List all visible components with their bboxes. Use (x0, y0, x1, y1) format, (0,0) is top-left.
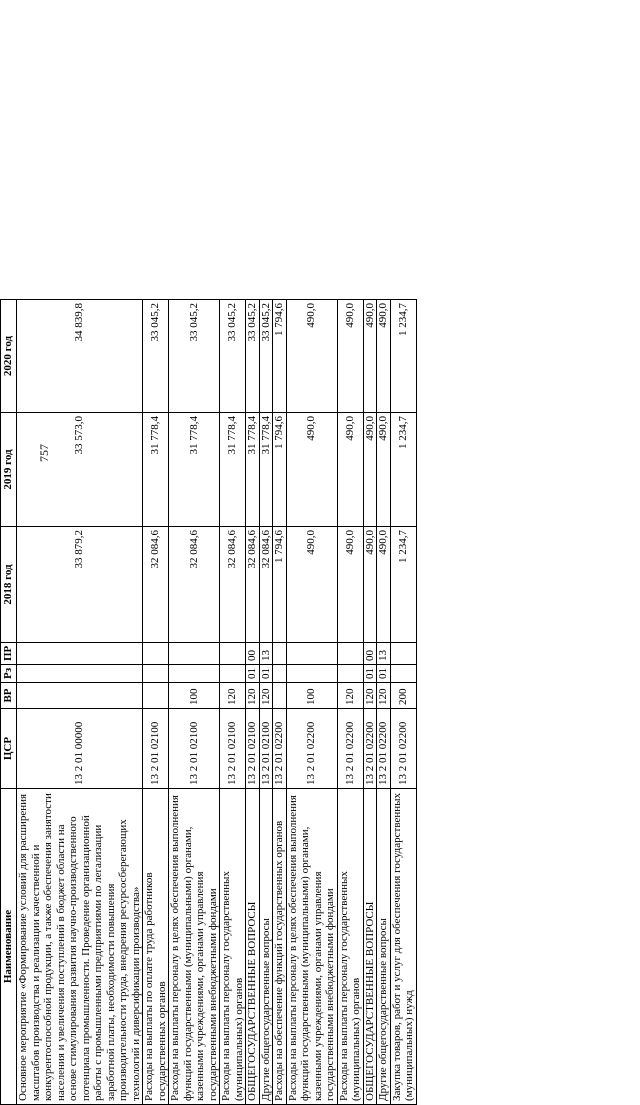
row-2018: 32 084,6 (259, 527, 273, 643)
row-rz (169, 665, 220, 683)
header-csr: ЦСР (1, 709, 17, 789)
row-2020: 1 794,6 (273, 300, 287, 413)
row-name: Закупка товаров, работ и услуг для обеспечения государственных (муниципальных) нужд (390, 789, 416, 1105)
row-2020: 33 045,2 (169, 300, 220, 413)
table-row (390, 300, 416, 1105)
row-rz: 01 (377, 665, 391, 683)
row-2020: 490,0 (377, 300, 391, 413)
row-2020: 490,0 (337, 300, 363, 413)
row-name: Другие общегосударственные вопросы (259, 789, 273, 1105)
row-2019: 31 778,4 (259, 413, 273, 527)
row-2019: 31 778,4 (220, 413, 246, 527)
row-2019: 490,0 (363, 413, 377, 527)
header-vr: ВР (1, 683, 17, 709)
row-csr: 13 2 01 02100 (143, 709, 169, 789)
row-2018: 32 084,6 (143, 527, 169, 643)
row-2020: 33 045,2 (246, 300, 260, 413)
row-vr (143, 683, 169, 709)
row-2018: 490,0 (286, 527, 337, 643)
table-row (337, 300, 363, 1105)
row-2019: 490,0 (377, 413, 391, 527)
row-csr: 13 2 01 02200 (286, 709, 337, 789)
row-2019: 31 778,4 (143, 413, 169, 527)
row-csr: 13 2 01 02100 (246, 709, 260, 789)
row-name: Расходы на выплаты персоналу в целях обеспечения выполнения функций государственными (муниципальными) органами, казенными учреждениями, органами управления государственными внебюджетными фондами (169, 789, 220, 1105)
table-header-row (1, 300, 17, 1105)
table-row (143, 300, 169, 1105)
row-rz: 01 (259, 665, 273, 683)
row-rz: 01 (363, 665, 377, 683)
row-2019: 31 778,4 (169, 413, 220, 527)
row-vr: 120 (220, 683, 246, 709)
row-vr (273, 683, 287, 709)
header-rz: Рз (1, 665, 17, 683)
row-name: Расходы на выплаты персоналу в целях обеспечения выполнения функций государственными (муниципальными) органами, казенными учреждениями, органами управления государственными внебюджетными фондами (286, 789, 337, 1105)
row-rz (17, 665, 143, 683)
row-2018: 490,0 (363, 527, 377, 643)
row-rz (337, 665, 363, 683)
row-pr: 00 (363, 643, 377, 665)
row-rz: 01 (246, 665, 260, 683)
row-csr: 13 2 01 02200 (273, 709, 287, 789)
row-2020: 34 839,8 (17, 300, 143, 413)
rotated-page-content (0, 300, 503, 1105)
row-name: Расходы на выплаты по оплате труда работников государственных органов (143, 789, 169, 1105)
row-2020: 33 045,2 (143, 300, 169, 413)
row-rz (286, 665, 337, 683)
row-2019: 1 234,7 (390, 413, 416, 527)
row-name: Основное мероприятие «Формирование условий для расширения масштабов производства и реализации качественной и конкурентоспособной продукции, а также обеспечения занятости населения и увеличения поступлений в бюджет области на основе стимулирования развития научно-производственного потенциала промышленности. Проведение организационной работы с промышленными предприятиями по легализации заработной платы, необходимости повышения производительности труда, внедрения ресурсосберегающих технологий и диверсификации производства» (17, 789, 143, 1105)
header-2018: 2018 год (1, 527, 17, 643)
row-2019: 490,0 (337, 413, 363, 527)
table-row (220, 300, 246, 1105)
row-2020: 490,0 (286, 300, 337, 413)
row-rz (220, 665, 246, 683)
row-vr: 120 (377, 683, 391, 709)
row-csr: 13 2 01 02200 (390, 709, 416, 789)
row-2018: 32 084,6 (220, 527, 246, 643)
row-2019: 490,0 (286, 413, 337, 527)
header-name: Наименование (1, 789, 17, 1105)
header-pr: ПР (1, 643, 17, 665)
header-2020: 2020 год (1, 300, 17, 413)
row-pr: 00 (246, 643, 260, 665)
row-2019: 31 778,4 (246, 413, 260, 527)
row-csr: 13 2 01 02100 (259, 709, 273, 789)
row-pr (390, 643, 416, 665)
row-name: Другие общегосударственные вопросы (377, 789, 391, 1105)
row-vr: 120 (337, 683, 363, 709)
row-name: ОБЩЕГОСУДАРСТВЕННЫЕ ВОПРОСЫ (363, 789, 377, 1105)
table-row (246, 300, 260, 1105)
row-pr (169, 643, 220, 665)
row-csr: 13 2 01 00000 (17, 709, 143, 789)
row-2019: 33 573,0 (17, 413, 143, 527)
row-2018: 1 794,6 (273, 527, 287, 643)
row-2019: 1 794,6 (273, 413, 287, 527)
row-pr (17, 643, 143, 665)
row-csr: 13 2 01 02200 (377, 709, 391, 789)
row-pr (286, 643, 337, 665)
row-2020: 33 045,2 (220, 300, 246, 413)
row-pr (143, 643, 169, 665)
row-vr: 120 (363, 683, 377, 709)
row-name: Расходы на выплаты персоналу государственных (муниципальных) органов (337, 789, 363, 1105)
table-row (286, 300, 337, 1105)
row-2018: 32 084,6 (169, 527, 220, 643)
row-pr (337, 643, 363, 665)
row-pr (220, 643, 246, 665)
row-name: Расходы на выплаты персоналу государственных (муниципальных) органов (220, 789, 246, 1105)
row-pr (273, 643, 287, 665)
row-vr: 120 (246, 683, 260, 709)
table-row (169, 300, 220, 1105)
row-csr: 13 2 01 02200 (363, 709, 377, 789)
row-2018: 490,0 (337, 527, 363, 643)
row-vr: 100 (169, 683, 220, 709)
page-number: 757 (37, 444, 51, 462)
row-name: ОБЩЕГОСУДАРСТВЕННЫЕ ВОПРОСЫ (246, 789, 260, 1105)
table-row (259, 300, 273, 1105)
table-row (17, 300, 143, 1105)
row-pr: 13 (259, 643, 273, 665)
table-row (363, 300, 377, 1105)
header-2019: 2019 год (1, 413, 17, 527)
row-vr: 120 (259, 683, 273, 709)
row-rz (143, 665, 169, 683)
row-rz (390, 665, 416, 683)
row-2018: 32 084,6 (246, 527, 260, 643)
row-2020: 1 234,7 (390, 300, 416, 413)
table-row (273, 300, 287, 1105)
row-csr: 13 2 01 02200 (337, 709, 363, 789)
row-vr: 100 (286, 683, 337, 709)
table-row (377, 300, 391, 1105)
row-csr: 13 2 01 02100 (220, 709, 246, 789)
row-name: Расходы на обеспечение функций государственных органов (273, 789, 287, 1105)
row-rz (273, 665, 287, 683)
row-pr: 13 (377, 643, 391, 665)
row-2020: 33 045,2 (259, 300, 273, 413)
row-2020: 490,0 (363, 300, 377, 413)
row-csr: 13 2 01 02100 (169, 709, 220, 789)
row-vr: 200 (390, 683, 416, 709)
row-2018: 490,0 (377, 527, 391, 643)
row-2018: 33 879,2 (17, 527, 143, 643)
row-vr (17, 683, 143, 709)
row-2018: 1 234,7 (390, 527, 416, 643)
budget-table (0, 299, 417, 1105)
